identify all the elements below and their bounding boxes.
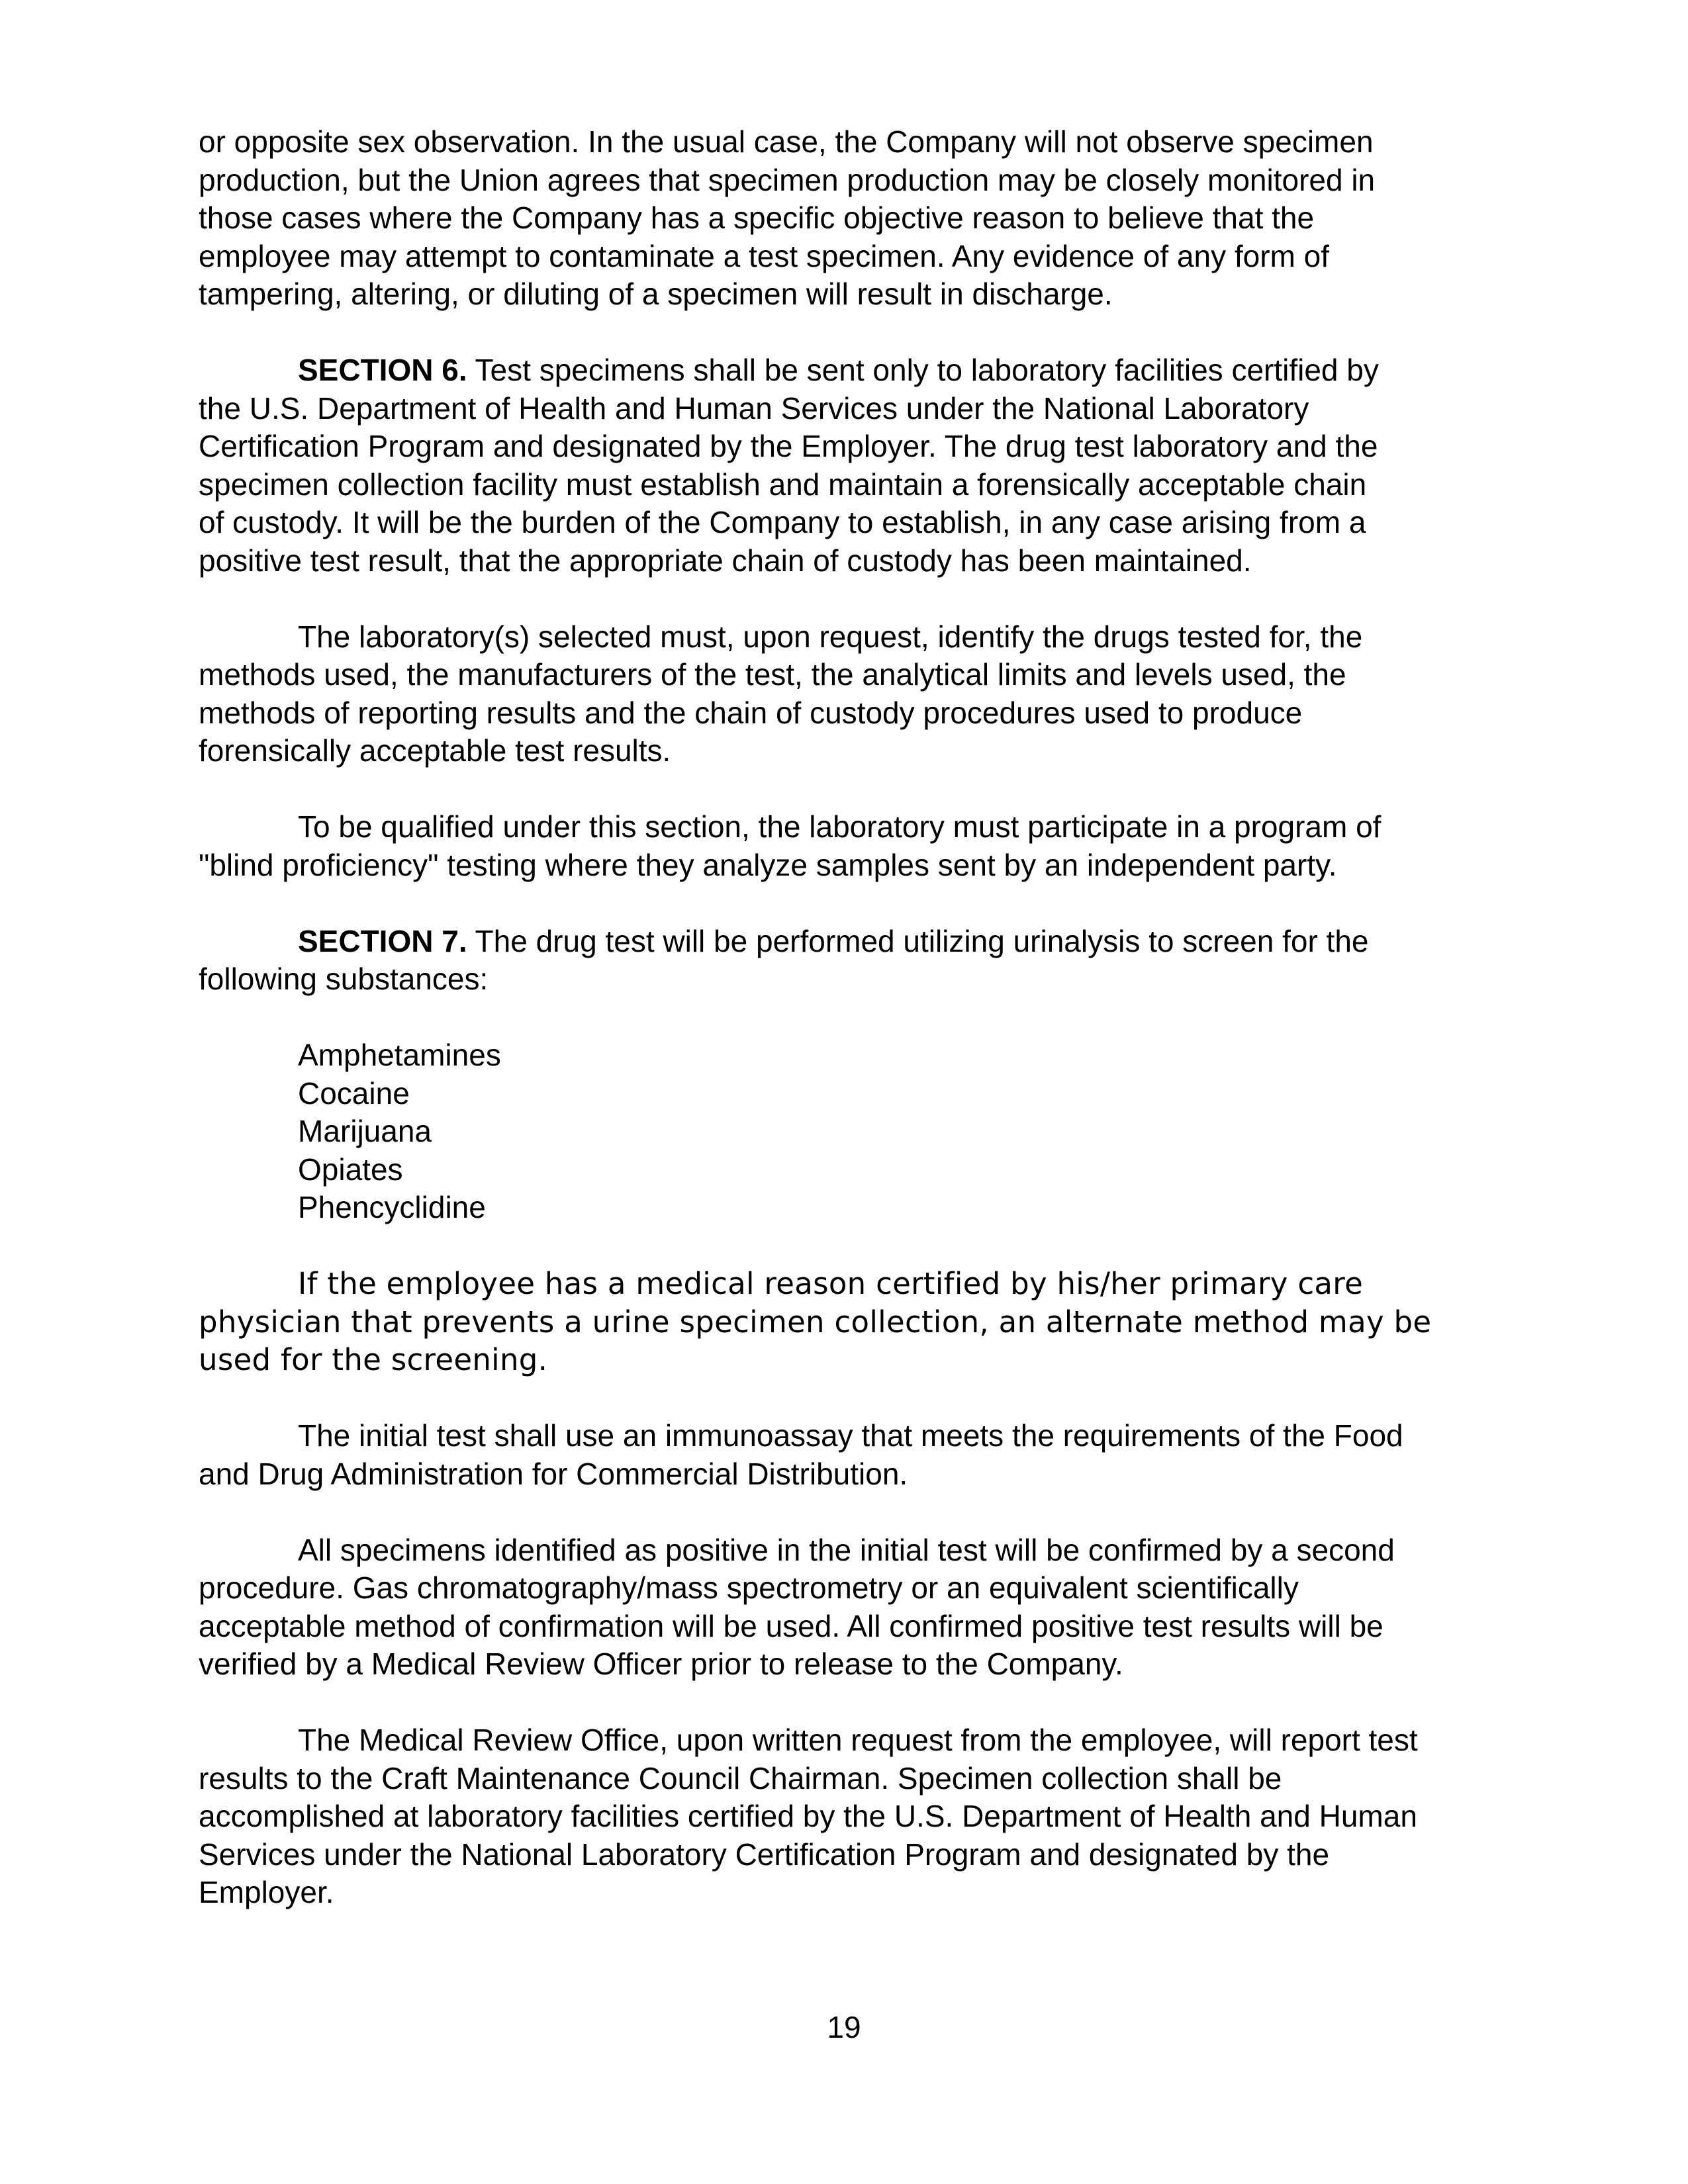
text-line: Services under the National Laboratory Certification Program and designated by the — [199, 1837, 1330, 1872]
text-line: The initial test shall use an immunoassay that meets the requirements of the Food — [298, 1418, 1403, 1453]
text-line — [199, 351, 1496, 390]
paragraph-p2 — [199, 351, 1496, 580]
text-line: To be qualified under this section, the laboratory must participate in a program of — [298, 809, 1382, 844]
paragraph-p9 — [199, 1721, 1496, 1912]
body-text-before-list — [199, 123, 1496, 999]
text-line: physician that prevents a urine specimen collection, an alternate method may be — [199, 1304, 1432, 1340]
text-line: results to the Craft Maintenance Council Chairman. Specimen collection shall be — [199, 1760, 1282, 1796]
text-line — [199, 923, 1496, 961]
paragraph-p8 — [199, 1531, 1496, 1684]
text-line: accomplished at laboratory facilities certified by the U.S. Department of Health and Human — [199, 1799, 1417, 1833]
substance-item: Marijuana — [298, 1114, 432, 1148]
text-line: "blind proficiency" testing where they analyze samples sent by an independent party. — [199, 847, 1337, 882]
paragraph-p5 — [199, 923, 1496, 999]
substance-list — [298, 1036, 1496, 1227]
text-line: and Drug Administration for Commercial Distribution. — [199, 1456, 908, 1491]
text-line: procedure. Gas chromatography/mass spectrometry or an equivalent scientifically — [199, 1570, 1299, 1605]
text-line: employee may attempt to contaminate a test specimen. Any evidence of any form of — [199, 238, 1329, 273]
section-text: Test specimens shall be sent only to laboratory facilities certified by — [467, 353, 1379, 387]
document-page — [199, 123, 1496, 1950]
text-line: methods of reporting results and the chain of custody procedures used to produce — [199, 695, 1303, 730]
substance-item: Amphetamines — [298, 1038, 501, 1072]
text-line: following substances: — [199, 962, 489, 996]
text-line: tampering, altering, or diluting of a specimen will result in discharge. — [199, 277, 1113, 311]
text-line: specimen collection facility must establish and maintain a forensically acceptable chain — [199, 467, 1367, 502]
text-line: of custody. It will be the burden of the Company to establish, in any case arising from a — [199, 505, 1366, 539]
text-line: acceptable method of confirmation will be used. All confirmed positive test results will be — [199, 1608, 1383, 1643]
paragraph-p6 — [199, 1265, 1496, 1379]
paragraph-p7 — [199, 1417, 1496, 1493]
text-line: forensically acceptable test results. — [199, 733, 671, 768]
text-line: the U.S. Department of Health and Human Services under the National Laboratory — [199, 390, 1309, 426]
substance-item: Opiates — [298, 1152, 403, 1187]
body-text-after-list — [199, 1265, 1496, 1912]
section-heading: SECTION 7. — [298, 923, 467, 958]
section-heading: SECTION 6. — [298, 353, 467, 387]
text-line: production, but the Union agrees that specimen production may be closely monitored in — [199, 162, 1376, 197]
text-line: The laboratory(s) selected must, upon request, identify the drugs tested for, the — [298, 619, 1363, 654]
text-line: methods used, the manufacturers of the test, the analytical limits and levels used, the — [199, 657, 1346, 692]
text-line: Certification Program and designated by the Employer. The drug test laboratory and the — [199, 429, 1378, 463]
text-line: used for the screening. — [199, 1342, 548, 1377]
text-line: positive test result, that the appropriate chain of custody has been maintained. — [199, 543, 1252, 578]
section-text: The drug test will be performed utilizing urinalysis to screen for the — [467, 923, 1369, 958]
text-line: All specimens identified as positive in the initial test will be confirmed by a second — [298, 1532, 1395, 1567]
paragraph-p1 — [199, 123, 1496, 314]
substance-item: Phencyclidine — [298, 1190, 486, 1224]
text-line: or opposite sex observation. In the usual case, the Company will not observe specimen — [199, 124, 1374, 159]
text-line: verified by a Medical Review Officer prior to release to the Company. — [199, 1647, 1123, 1681]
text-line: those cases where the Company has a specific objective reason to believe that the — [199, 201, 1315, 235]
text-line: If the employee has a medical reason certified by his/her primary care — [298, 1266, 1364, 1301]
text-line: Employer. — [199, 1875, 334, 1909]
paragraph-p3 — [199, 618, 1496, 770]
text-line: The Medical Review Office, upon written request from the employee, will report test — [298, 1723, 1418, 1757]
paragraph-p4 — [199, 808, 1496, 884]
substance-item: Cocaine — [298, 1075, 410, 1111]
page-number: 19 — [827, 2010, 861, 2044]
